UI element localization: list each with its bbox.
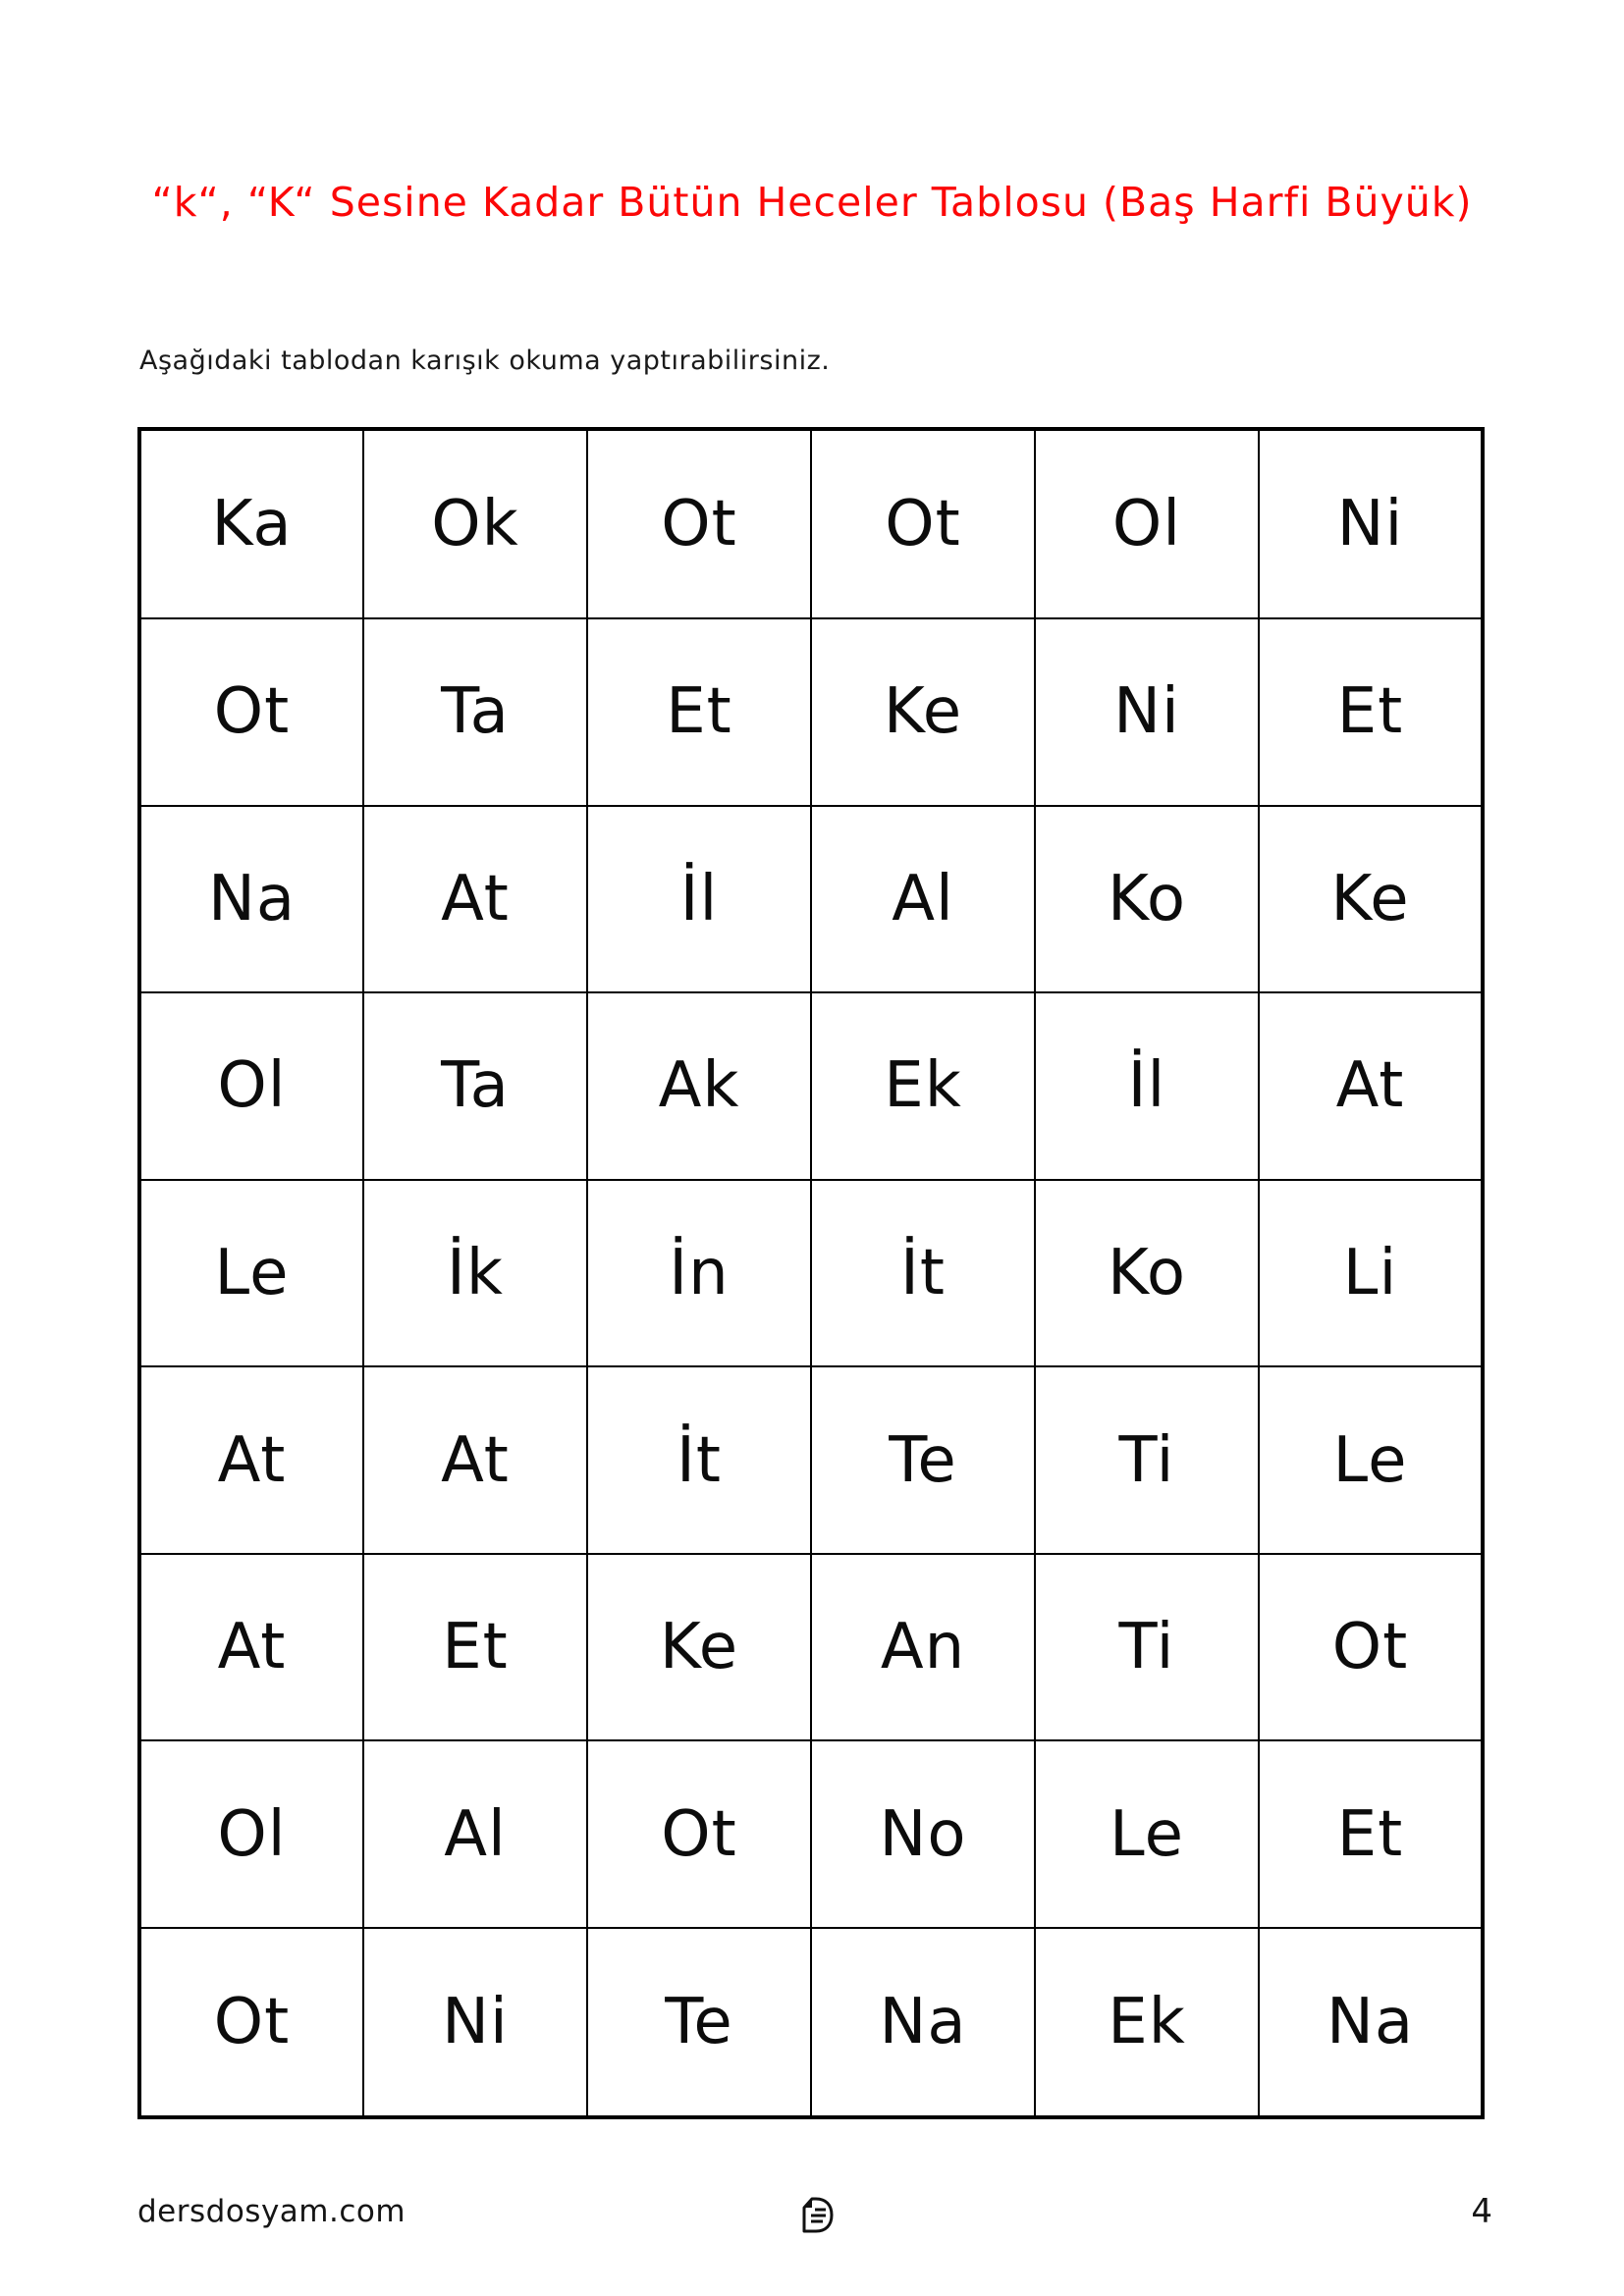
syllable-cell: İl	[587, 806, 811, 993]
syllable-cell: Ke	[587, 1554, 811, 1741]
syllable-cell: Ke	[811, 618, 1035, 806]
syllable-cell: Le	[1259, 1366, 1483, 1554]
syllable-cell: At	[139, 1366, 363, 1554]
syllable-cell: Et	[363, 1554, 587, 1741]
syllable-cell: Ol	[139, 992, 363, 1180]
syllable-cell: Ni	[1259, 429, 1483, 618]
syllable-cell: Ot	[1259, 1554, 1483, 1741]
page-number: 4	[1471, 2192, 1492, 2231]
syllable-cell: At	[363, 1366, 587, 1554]
syllable-cell: Ot	[139, 1928, 363, 2117]
table-row	[139, 1554, 1483, 1741]
syllable-cell: İn	[587, 1180, 811, 1367]
syllable-cell: İt	[811, 1180, 1035, 1367]
syllable-cell: Ol	[1035, 429, 1259, 618]
syllable-cell: Ni	[1035, 618, 1259, 806]
syllable-table-body	[139, 429, 1483, 2117]
table-row	[139, 618, 1483, 806]
syllable-cell: Et	[587, 618, 811, 806]
table-row	[139, 1928, 1483, 2117]
syllable-cell: Li	[1259, 1180, 1483, 1367]
syllable-cell: Ek	[811, 992, 1035, 1180]
syllable-cell: Ta	[363, 618, 587, 806]
syllable-cell: Ek	[1035, 1928, 1259, 2117]
syllable-cell: Ot	[587, 429, 811, 618]
syllable-cell: Ta	[363, 992, 587, 1180]
document-icon	[794, 2195, 836, 2236]
syllable-cell: Ti	[1035, 1554, 1259, 1741]
syllable-cell: Na	[811, 1928, 1035, 2117]
instruction-text: Aşağıdaki tablodan karışık okuma yaptırabilirsiniz.	[139, 346, 831, 376]
syllable-cell: At	[363, 806, 587, 993]
syllable-cell: Ot	[139, 618, 363, 806]
syllable-cell: Ot	[587, 1740, 811, 1928]
syllable-cell: Et	[1259, 618, 1483, 806]
table-row	[139, 1740, 1483, 1928]
syllable-cell: Ni	[363, 1928, 587, 2117]
syllable-cell: Te	[587, 1928, 811, 2117]
syllable-cell: Te	[811, 1366, 1035, 1554]
table-row	[139, 1366, 1483, 1554]
syllable-cell: Et	[1259, 1740, 1483, 1928]
syllable-cell: İk	[363, 1180, 587, 1367]
syllable-cell: Al	[363, 1740, 587, 1928]
syllable-cell: Ok	[363, 429, 587, 618]
footer-site-text: dersdosyam.com	[137, 2194, 406, 2229]
syllable-cell: Ko	[1035, 1180, 1259, 1367]
syllable-cell: Ak	[587, 992, 811, 1180]
syllable-cell: At	[139, 1554, 363, 1741]
syllable-cell: İl	[1035, 992, 1259, 1180]
syllable-cell: Ke	[1259, 806, 1483, 993]
syllable-cell: Le	[139, 1180, 363, 1367]
syllable-cell: İt	[587, 1366, 811, 1554]
table-row	[139, 1180, 1483, 1367]
page-title: “k“, “K“ Sesine Kadar Bütün Heceler Tablosu (Baş Harfi Büyük)	[151, 179, 1473, 226]
syllable-cell: Na	[1259, 1928, 1483, 2117]
table-row	[139, 992, 1483, 1180]
syllable-cell: Al	[811, 806, 1035, 993]
page-footer	[137, 2177, 1492, 2246]
syllable-cell: An	[811, 1554, 1035, 1741]
syllable-cell: Le	[1035, 1740, 1259, 1928]
syllable-cell: Ol	[139, 1740, 363, 1928]
syllable-cell: No	[811, 1740, 1035, 1928]
syllable-cell: Ti	[1035, 1366, 1259, 1554]
syllable-cell: Ot	[811, 429, 1035, 618]
syllable-cell: Ka	[139, 429, 363, 618]
syllable-cell: Na	[139, 806, 363, 993]
syllable-table	[137, 427, 1485, 2119]
syllable-cell: Ko	[1035, 806, 1259, 993]
syllable-cell: At	[1259, 992, 1483, 1180]
table-row	[139, 806, 1483, 993]
table-row	[139, 429, 1483, 618]
